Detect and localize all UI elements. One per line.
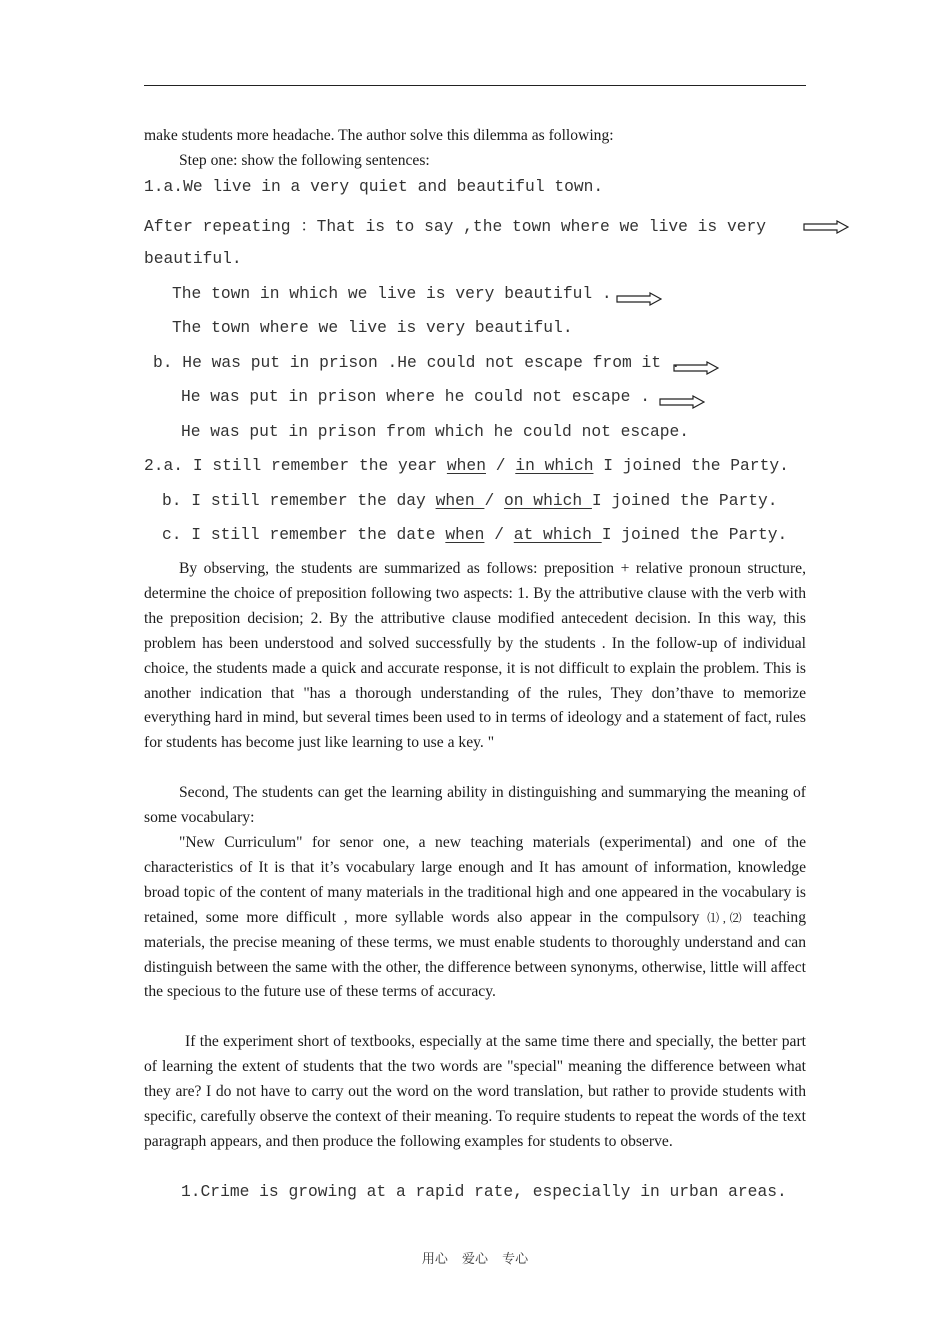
paragraph-second: Second, The students can get the learning ability in distinguishing and summarying the meaning of some vocabulary: xyxy=(144,784,806,826)
example-1a-after-cont: beautiful. xyxy=(144,249,242,268)
paragraph-observing: By observing, the students are summarized as follows: preposition + relative pronoun structure, determine the choice of preposition following two aspects: 1. By the attributive clause with the verb with the preposition decision; 2. By the attributive clause modified antecedent decision. In this way, this problem has been understood and solved successfully by the students . In the follow-up of individual choice, the students made a quick and accurate response, it is not difficult to explain the problem. This is another indication that "has a thorough understanding of the rules, They don’thave to memorize everything hard in mind, but several times been used to in terms of ideology and a statement of fact, rules for students has become just like learning to use a key. " xyxy=(144,560,806,752)
paragraph-curriculum: "New Curriculum" for senor one, a new teaching materials (experimental) and one of the characteristics of It is that it’s vocabulary large enough and It has amount of information, knowledge broad topic of the content of many materials in the traditional high and one appeared in the vocabulary is retained, some more difficult , more syllable words also appear in the compulsory ⑴,⑵ teaching materials, the precise meaning of these terms, we must enable students to thoroughly understand and can distinguish between the same with the other, the difference between synonyms, otherwise, little will affect the specious to the future use of these terms of accuracy. xyxy=(144,834,806,1001)
arrow-right-icon xyxy=(673,361,719,375)
example-1a-which: The town in which we live is very beautiful . xyxy=(172,284,612,303)
arrow-right-icon xyxy=(616,292,662,306)
example-crime: 1.Crime is growing at a rapid rate, especially in urban areas. xyxy=(181,1182,787,1201)
step-one-heading: Step one: show the following sentences: xyxy=(179,152,430,169)
example-1a-where: The town where we live is very beautiful. xyxy=(172,318,573,337)
header-rule xyxy=(144,85,806,86)
example-1a: 1.a.We live in a very quiet and beautiful town. xyxy=(144,177,604,196)
example-1a-after: After repeating ：That is to say ,the town where we live is very xyxy=(144,217,767,236)
arrow-right-icon xyxy=(659,395,705,409)
page-footer: 用心 爱心 专心 xyxy=(421,1252,529,1267)
example-1b-where: He was put in prison where he could not escape . xyxy=(181,387,650,406)
example-2b: b. I still remember the day when / on which I joined the Party. xyxy=(162,491,778,510)
example-1b: b. He was put in prison .He could not escape from it . xyxy=(153,353,681,372)
example-1b-which: He was put in prison from which he could not escape. xyxy=(181,422,690,441)
example-2a: 2.a. I still remember the year when / in which I joined the Party. xyxy=(144,456,789,475)
example-2c: c. I still remember the date when / at which I joined the Party. xyxy=(162,525,788,544)
arrow-right-icon xyxy=(803,220,849,234)
intro-line: make students more headache. The author solve this dilemma as following: xyxy=(144,127,614,144)
paragraph-experiment: If the experiment short of textbooks, especially at the same time there and specially, the better part of learning the extent of students that the two words are "special" meaning the difference between what they are? I do not have to carry out the word on the word translation, but rather to provide students with specific, carefully observe the context of their meaning. To require students to repeat the words of the text paragraph appears, and then produce the following examples for students to observe. xyxy=(144,1033,806,1150)
